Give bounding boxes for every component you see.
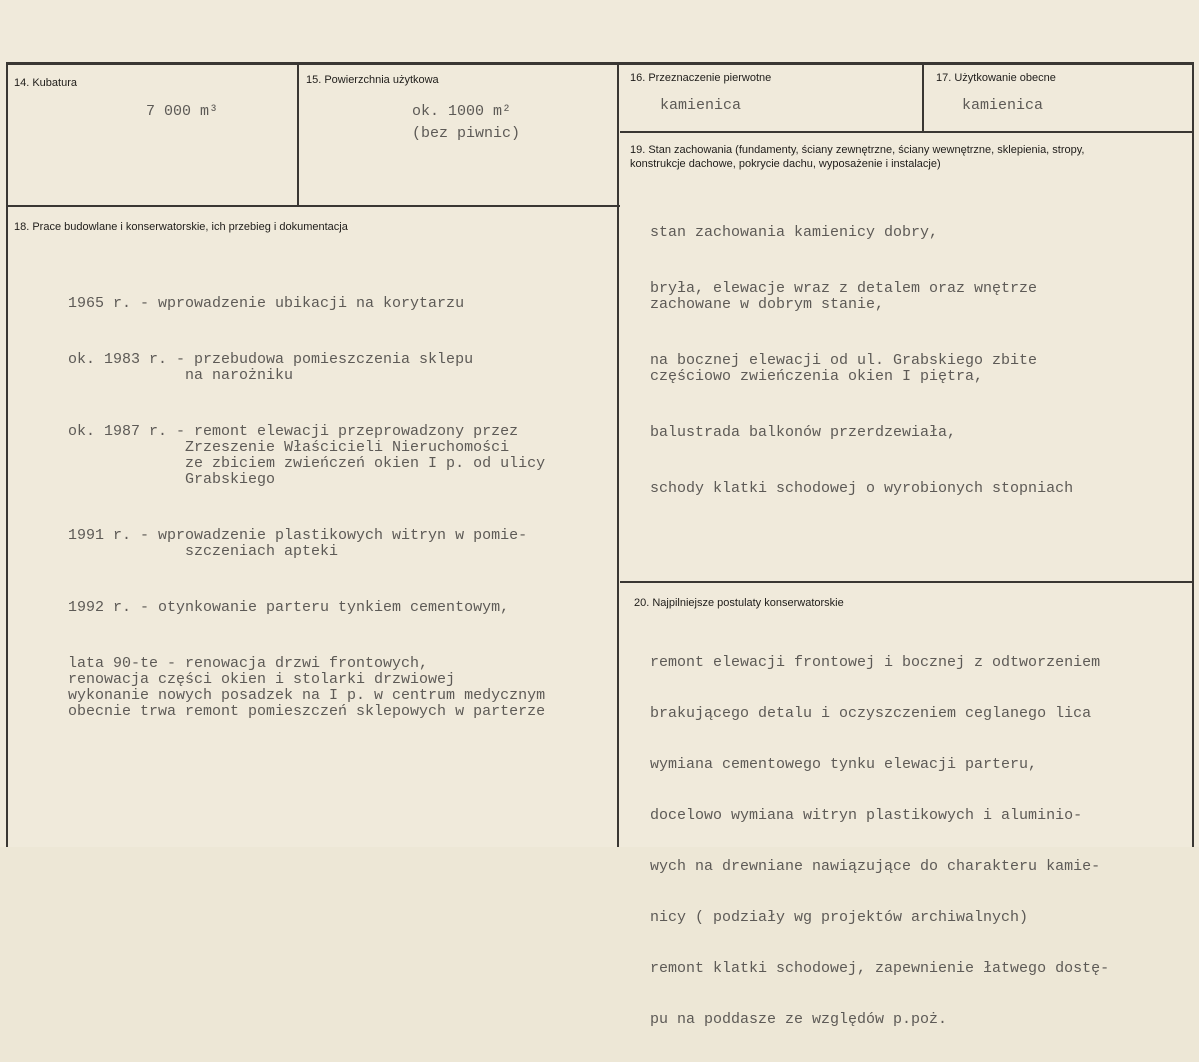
field-15-line-2: (bez piwnic): [412, 125, 521, 142]
entry-line: zachowane w dobrym stanie,: [650, 296, 885, 313]
entry-line: bryła, elewacje wraz z detalem oraz wnętrze: [650, 280, 1038, 297]
postulate-line: wymiana cementowego tynku elewacji parteru,: [650, 756, 1038, 773]
entry-line: lata 90-te - renowacja drzwi frontowych,: [68, 655, 429, 672]
rule-upper-left: [6, 205, 620, 207]
field-17-label: 17. Użytkowanie obecne: [936, 72, 1056, 84]
field-17-value: kamienica: [962, 97, 1044, 114]
entry-line: renowacja części okien i stolarki drzwiowej: [68, 671, 456, 688]
postulate-line: brakującego detalu i oczyszczeniem ceglanego lica: [650, 705, 1092, 722]
rule-middle-right: [620, 581, 1194, 583]
entry-line: ok. 1987 r. - remont elewacji przeprowadzony przez: [68, 423, 519, 440]
field-18-entries: [68, 264, 545, 752]
postulate-line: remont klatki schodowej, zapewnienie łatwego dostę-: [650, 960, 1110, 977]
entry-line: ze zbiciem zwieńczeń okien I p. od ulicy: [68, 455, 546, 472]
field-16-label: 16. Przeznaczenie pierwotne: [630, 72, 772, 84]
entry-line: stan zachowania kamienicy dobry,: [650, 224, 939, 241]
rule-col-14-15: [297, 62, 299, 207]
field-18-entry: [68, 656, 545, 720]
postulate-line: nicy ( podziały wg projektów archiwalnych): [650, 909, 1029, 926]
field-18-entry: [68, 528, 545, 560]
field-18-entry: [68, 352, 545, 384]
field-19-label: 19. Stan zachowania (fundamenty, ściany zewnętrzne, ściany wewnętrzne, sklepienia, stropy, konstrukcje dachowe, pokrycie dachu, wyposażenie i instalacje): [630, 144, 1085, 170]
entry-line: 1991 r. - wprowadzenie plastikowych witryn w pomie-: [68, 527, 528, 544]
field-14-value: 7 000 m³: [146, 103, 219, 120]
postulate-line: wych na drewniane nawiązujące do charakteru kamie-: [650, 858, 1101, 875]
field-15-label: 15. Powierzchnia użytkowa: [306, 74, 439, 86]
field-18-entry: [68, 296, 545, 312]
entry-line: wykonanie nowych posadzek na I p. w centrum medycznym: [68, 687, 546, 704]
entry-line: Zrzeszenie Właścicieli Nieruchomości: [68, 439, 510, 456]
field-20-label: 20. Najpilniejsze postulaty konserwatorskie: [634, 597, 844, 609]
entry-line: 1992 r. - otynkowanie parteru tynkiem cementowym,: [68, 599, 510, 616]
entry-line: obecnie trwa remont pomieszczeń sklepowych w parterze: [68, 703, 546, 720]
entry-line: ok. 1983 r. - przebudowa pomieszczenia sklepu: [68, 351, 474, 368]
rule-upper-right: [620, 131, 1194, 133]
rule-right-edge: [1192, 62, 1194, 847]
postulate-line: remont elewacji frontowej i bocznej z odtworzeniem: [650, 654, 1101, 671]
entry-line: balustrada balkonów przerdzewiała,: [650, 424, 957, 441]
field-20-lines: [650, 620, 1109, 1062]
entry-line: częściowo zwieńczenia okien I piętra,: [650, 368, 984, 385]
entry-line: na narożniku: [68, 367, 294, 384]
field-16-value: kamienica: [660, 97, 742, 114]
rule-left-edge: [6, 62, 8, 847]
entry-line: 1965 r. - wprowadzenie ubikacji na korytarzu: [68, 295, 465, 312]
rule-col-16-17: [922, 62, 924, 133]
entry-line: Grabskiego: [68, 471, 276, 488]
field-18-entry: [68, 424, 545, 488]
field-19-entry: [650, 353, 1073, 385]
field-19-entry: [650, 225, 1073, 241]
postulate-line: pu na poddasze ze względów p.poż.: [650, 1011, 948, 1028]
postulate-line: docelowo wymiana witryn plastikowych i aluminio-: [650, 807, 1083, 824]
field-19-entry: [650, 425, 1073, 441]
field-19-entries: [650, 193, 1073, 529]
field-15-line-1: ok. 1000 m²: [412, 103, 512, 120]
rule-center: [617, 62, 619, 847]
field-18-entry: [68, 600, 545, 616]
rule-top: [6, 62, 1194, 65]
field-19-entry: [650, 281, 1073, 313]
entry-line: na bocznej elewacji od ul. Grabskiego zbite: [650, 352, 1038, 369]
field-18-label: 18. Prace budowlane i konserwatorskie, ich przebieg i dokumentacja: [14, 221, 348, 233]
field-19-entry: [650, 481, 1073, 497]
entry-line: schody klatki schodowej o wyrobionych stopniach: [650, 480, 1074, 497]
entry-line: szczeniach apteki: [68, 543, 339, 560]
field-14-label: 14. Kubatura: [14, 77, 77, 89]
